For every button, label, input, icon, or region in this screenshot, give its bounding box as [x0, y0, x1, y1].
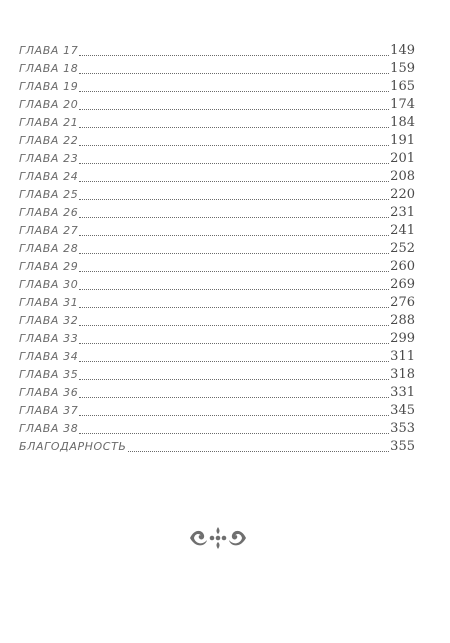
floral-ornament-icon: [188, 525, 248, 551]
toc-entry-page: 331: [390, 385, 415, 400]
dot-leader: [79, 289, 389, 290]
toc-entry-page: 345: [390, 403, 415, 418]
toc-entry-title: ГЛАВА 36: [19, 386, 79, 399]
toc-entry: [19, 420, 415, 438]
toc-entry: [19, 330, 415, 348]
toc-entry: [19, 186, 415, 204]
toc-entry-title: ГЛАВА 19: [19, 80, 79, 93]
toc-entry-title: ГЛАВА 33: [19, 332, 79, 345]
toc-entry: [19, 240, 415, 258]
toc-entry-title: ГЛАВА 23: [19, 152, 79, 165]
toc-entry-title: ГЛАВА 28: [19, 242, 79, 255]
toc-entry-title: ГЛАВА 35: [19, 368, 79, 381]
toc-entry-title: ГЛАВА 22: [19, 134, 79, 147]
toc-entry-page: 165: [390, 79, 415, 94]
toc-entry: [19, 294, 415, 312]
dot-leader: [79, 91, 389, 92]
toc-entry-page: 276: [390, 295, 415, 310]
dot-leader: [79, 343, 389, 344]
toc-entry-title: ГЛАВА 20: [19, 98, 79, 111]
toc-entry: [19, 96, 415, 114]
toc-entry: [19, 132, 415, 150]
toc-entry: [19, 222, 415, 240]
dot-leader: [128, 451, 390, 452]
toc-entry-title: ГЛАВА 18: [19, 62, 79, 75]
toc-entry-page: 191: [390, 133, 415, 148]
toc-entry-page: 231: [390, 205, 415, 220]
toc-entry-page: 355: [390, 439, 415, 454]
toc-entry: [19, 150, 415, 168]
toc-entry-title: ГЛАВА 25: [19, 188, 79, 201]
toc-entry-page: 159: [390, 61, 415, 76]
dot-leader: [79, 127, 389, 128]
toc-entry-title: ГЛАВА 24: [19, 170, 79, 183]
toc-entry-page: 353: [390, 421, 415, 436]
toc-entry-page: 252: [390, 241, 415, 256]
toc-entry: [19, 384, 415, 402]
dot-leader: [79, 253, 389, 254]
toc-entry-page: 208: [390, 169, 415, 184]
toc-entry-title: ГЛАВА 30: [19, 278, 79, 291]
toc-entry-title: ГЛАВА 17: [19, 44, 79, 57]
toc-entry: [19, 312, 415, 330]
toc-entry-page: 201: [390, 151, 415, 166]
dot-leader: [79, 145, 389, 146]
toc-entry-page: 299: [390, 331, 415, 346]
toc-entry-title: ГЛАВА 34: [19, 350, 79, 363]
dot-leader: [79, 55, 389, 56]
toc-entry: [19, 366, 415, 384]
dot-leader: [79, 415, 389, 416]
toc-entry-page: 311: [390, 349, 415, 364]
toc-entry-title: ГЛАВА 38: [19, 422, 79, 435]
dot-leader: [79, 271, 389, 272]
toc-entry: [19, 78, 415, 96]
dot-leader: [79, 361, 389, 362]
toc-entry-title: БЛАГОДАРНОСТЬ: [19, 440, 127, 453]
dot-leader: [79, 109, 389, 110]
dot-leader: [79, 217, 389, 218]
toc-entry-page: 174: [390, 97, 415, 112]
dot-leader: [79, 379, 389, 380]
toc-entry-title: ГЛАВА 29: [19, 260, 79, 273]
dot-leader: [79, 199, 389, 200]
toc-entry-title: ГЛАВА 27: [19, 224, 79, 237]
toc-entry-page: 269: [390, 277, 415, 292]
toc-entry: [19, 402, 415, 420]
toc-entry-title: ГЛАВА 31: [19, 296, 79, 309]
dot-leader: [79, 181, 389, 182]
toc-entry-page: 318: [390, 367, 415, 382]
toc-entry: [19, 348, 415, 366]
toc-entry: [19, 60, 415, 78]
toc-entry-page: 149: [390, 43, 415, 58]
toc-entry: [19, 276, 415, 294]
dot-leader: [79, 397, 389, 398]
toc-entry: [19, 42, 415, 60]
dot-leader: [79, 73, 389, 74]
dot-leader: [79, 307, 389, 308]
dot-leader: [79, 325, 389, 326]
toc-entry-title: ГЛАВА 32: [19, 314, 79, 327]
toc-entry-page: 220: [390, 187, 415, 202]
toc-entry-page: 260: [390, 259, 415, 274]
toc-entry-title: ГЛАВА 37: [19, 404, 79, 417]
toc-entry: [19, 204, 415, 222]
table-of-contents: [19, 42, 415, 456]
toc-entry: [19, 168, 415, 186]
dot-leader: [79, 235, 389, 236]
toc-entry: [19, 438, 415, 456]
dot-leader: [79, 433, 389, 434]
toc-entry: [19, 258, 415, 276]
toc-entry-page: 288: [390, 313, 415, 328]
toc-entry-title: ГЛАВА 21: [19, 116, 79, 129]
dot-leader: [79, 163, 389, 164]
toc-entry-title: ГЛАВА 26: [19, 206, 79, 219]
toc-entry: [19, 114, 415, 132]
toc-entry-page: 184: [390, 115, 415, 130]
toc-entry-page: 241: [390, 223, 415, 238]
